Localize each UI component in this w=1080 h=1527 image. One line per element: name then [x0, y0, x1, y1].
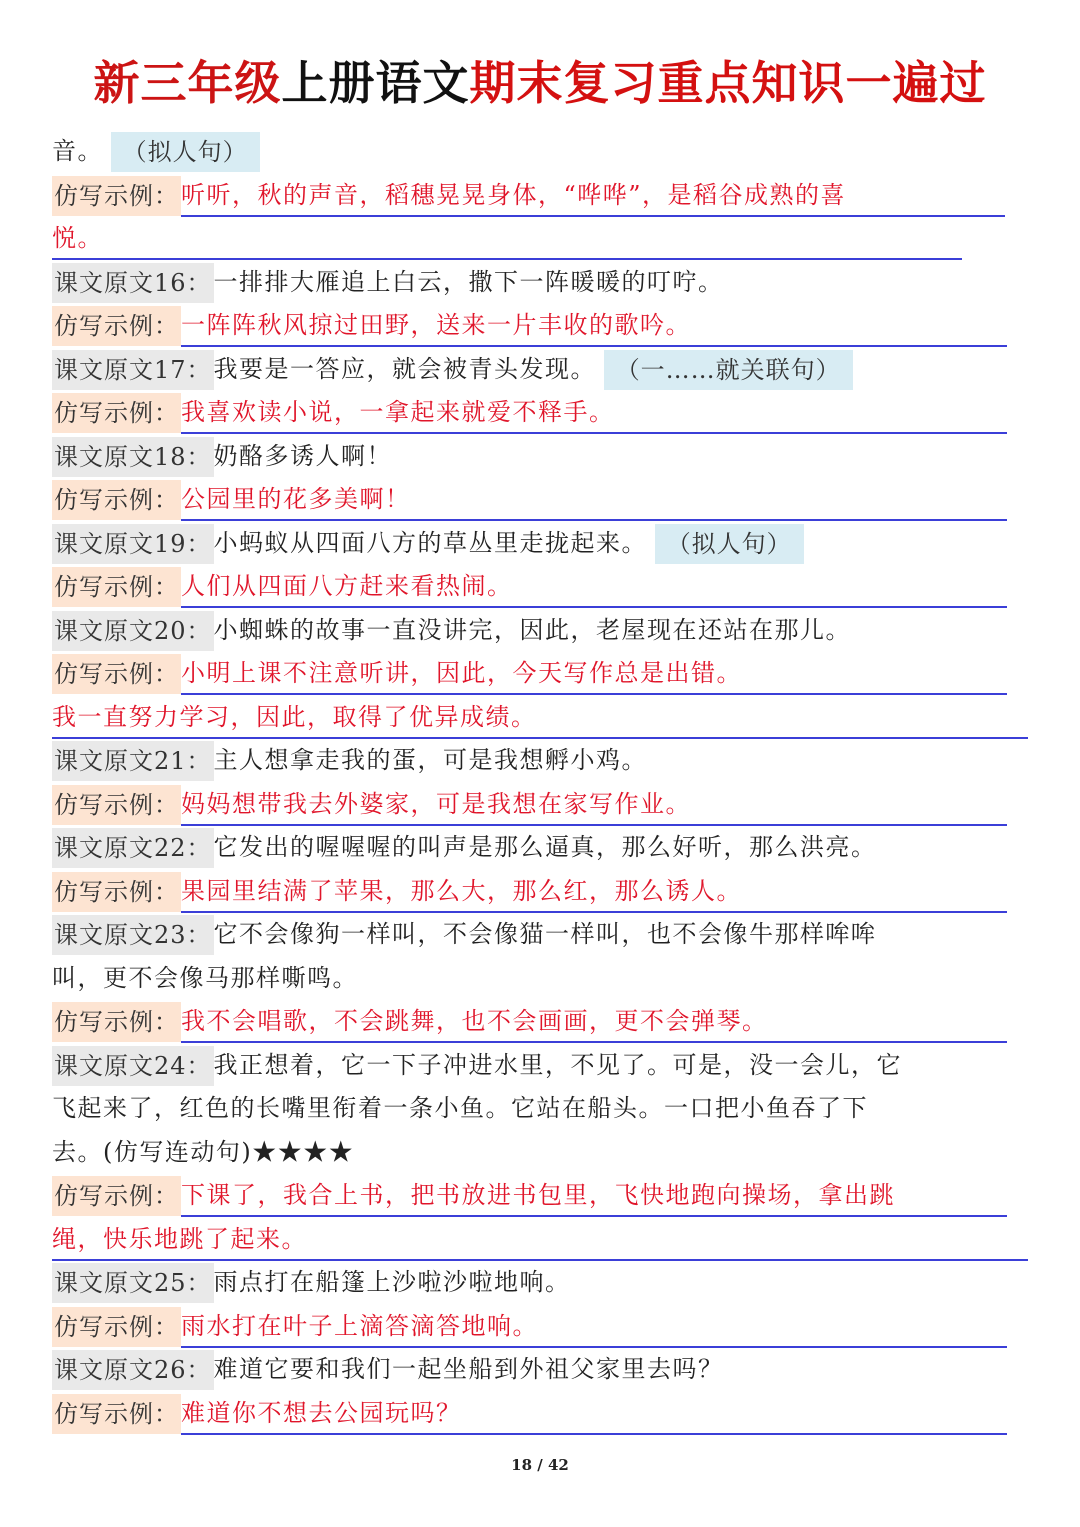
example-label: 仿写示例：: [52, 176, 181, 216]
text-line: [52, 130, 1028, 174]
example-text: 一阵阵秋风掠过田野，送来一片丰收的歌吟。: [181, 305, 1007, 347]
title-part-grade: 新三年级: [93, 56, 282, 110]
example-line: [52, 304, 1028, 348]
original-line: [52, 1348, 1028, 1392]
title-part-subject: 上册语文: [281, 56, 470, 110]
example-label: 仿写示例：: [52, 1002, 181, 1042]
original-text: 飞起来了，红色的长嘴里衔着一条小鱼。它站在船头。一口把小鱼吞了下: [52, 1094, 868, 1122]
original-text: 雨点打在船篷上沙啦沙啦地响。: [213, 1268, 571, 1296]
original-text: 它不会像狗一样叫，不会像猫一样叫，也不会像牛那样哞哞: [213, 920, 877, 948]
example-text: 雨水打在叶子上滴答滴答地响。: [181, 1306, 1007, 1348]
example-line: [52, 1174, 1028, 1218]
example-continuation: [52, 696, 1028, 740]
example-text: 小明上课不注意听讲，因此，今天写作总是出错。: [181, 653, 1007, 695]
original-label: 课文原文25：: [52, 1263, 214, 1303]
example-text: 公园里的花多美啊！: [181, 479, 1007, 521]
original-continuation: [52, 957, 1028, 1001]
example-continuation: [52, 217, 1028, 261]
original-text: 奶酪多诱人啊！: [213, 441, 393, 470]
example-line: [52, 1000, 1028, 1044]
example-line: [52, 783, 1028, 827]
example-continuation: [52, 1218, 1028, 1262]
example-text: 人们从四面八方赶来看热闹。: [181, 566, 1007, 608]
original-line: [52, 435, 1028, 479]
page-title: [0, 48, 1080, 118]
original-line: [52, 826, 1028, 870]
original-label: 课文原文21：: [52, 741, 214, 781]
original-text: 叫，更不会像马那样嘶鸣。: [52, 963, 358, 992]
original-text: 主人想拿走我的蛋，可是我想孵小鸡。: [213, 746, 648, 774]
original-continuation: [52, 1087, 1028, 1131]
example-text: 我不会唱歌，不会跳舞，也不会画画，更不会弹琴。: [181, 1001, 1007, 1043]
sentence-type-tag: （拟人句）: [655, 524, 804, 564]
example-label: 仿写示例：: [52, 654, 181, 694]
original-line: [52, 1044, 1028, 1088]
original-text: 音。: [52, 137, 103, 165]
original-line: [52, 261, 1028, 305]
original-text: 它发出的喔喔喔的叫声是那么逼真，那么好听，那么洪亮。: [213, 833, 877, 861]
example-line: [52, 652, 1028, 696]
original-label: 课文原文22：: [52, 828, 214, 868]
example-label: 仿写示例：: [52, 1394, 181, 1434]
original-label: 课文原文26：: [52, 1350, 214, 1390]
example-text: 下课了，我合上书，把书放进书包里，飞快地跑向操场，拿出跳: [181, 1175, 1007, 1217]
original-text: 我要是一答应，就会被青头发现。: [213, 354, 597, 383]
example-text: 悦。: [52, 218, 962, 260]
example-text: 我喜欢读小说，一拿起来就爱不释手。: [181, 392, 1007, 434]
example-line: [52, 565, 1028, 609]
original-line: [52, 913, 1028, 957]
example-label: 仿写示例：: [52, 567, 181, 607]
example-label: 仿写示例：: [52, 872, 181, 912]
example-text: 果园里结满了苹果，那么大，那么红，那么诱人。: [181, 871, 1007, 913]
example-label: 仿写示例：: [52, 785, 181, 825]
example-label: 仿写示例：: [52, 480, 181, 520]
example-label: 仿写示例：: [52, 306, 181, 346]
example-text: 绳，快乐地跳了起来。: [52, 1219, 1028, 1261]
original-line: [52, 1261, 1028, 1305]
example-line: [52, 174, 1028, 218]
original-text: 小蚂蚁从四面八方的草丛里走拢起来。: [213, 528, 648, 557]
example-line: [52, 391, 1028, 435]
example-text: 难道你不想去公园玩吗？: [181, 1393, 1007, 1435]
exercise-list: [52, 130, 1028, 1435]
original-text: 我正想着，它一下子冲进水里，不见了。可是，没一会儿，它: [213, 1050, 903, 1079]
title-part-topic: 期末复习重点知识一遍过: [469, 56, 987, 110]
original-text: 难道它要和我们一起坐船到外祖父家里去吗？: [213, 1355, 724, 1383]
sentence-type-tag: （拟人句）: [111, 132, 260, 172]
original-label: 课文原文18：: [52, 437, 214, 477]
original-label: 课文原文23：: [52, 915, 214, 955]
original-text: 小蜘蛛的故事一直没讲完，因此，老屋现在还站在那儿。: [213, 615, 852, 644]
original-label: 课文原文20：: [52, 611, 214, 651]
example-line: [52, 870, 1028, 914]
sentence-type-tag: （一……就关联句）: [604, 350, 853, 390]
original-label: 课文原文24：: [52, 1046, 214, 1086]
example-label: 仿写示例：: [52, 1307, 181, 1347]
example-line: [52, 1305, 1028, 1349]
original-text: 一排排大雁追上白云，撒下一阵暖暖的叮咛。: [213, 267, 724, 296]
example-label: 仿写示例：: [52, 393, 181, 433]
example-label: 仿写示例：: [52, 1176, 181, 1216]
original-text: 去。(仿写连动句)★★★★: [52, 1137, 355, 1166]
original-line: [52, 348, 1028, 392]
example-line: [52, 1392, 1028, 1436]
example-text: 妈妈想带我去外婆家，可是我想在家写作业。: [181, 784, 1007, 826]
original-continuation: [52, 1131, 1028, 1175]
example-text: 听听，秋的声音，稻穗晃晃身体，“哗哗”，是稻谷成熟的喜: [181, 175, 1005, 217]
original-label: 课文原文17：: [52, 350, 214, 390]
example-line: [52, 478, 1028, 522]
original-line: [52, 609, 1028, 653]
example-text: 我一直努力学习，因此，取得了优异成绩。: [52, 697, 1028, 739]
original-label: 课文原文16：: [52, 263, 214, 303]
original-line: [52, 522, 1028, 566]
original-label: 课文原文19：: [52, 524, 214, 564]
original-line: [52, 739, 1028, 783]
page-number: 18 / 42: [511, 1456, 569, 1474]
